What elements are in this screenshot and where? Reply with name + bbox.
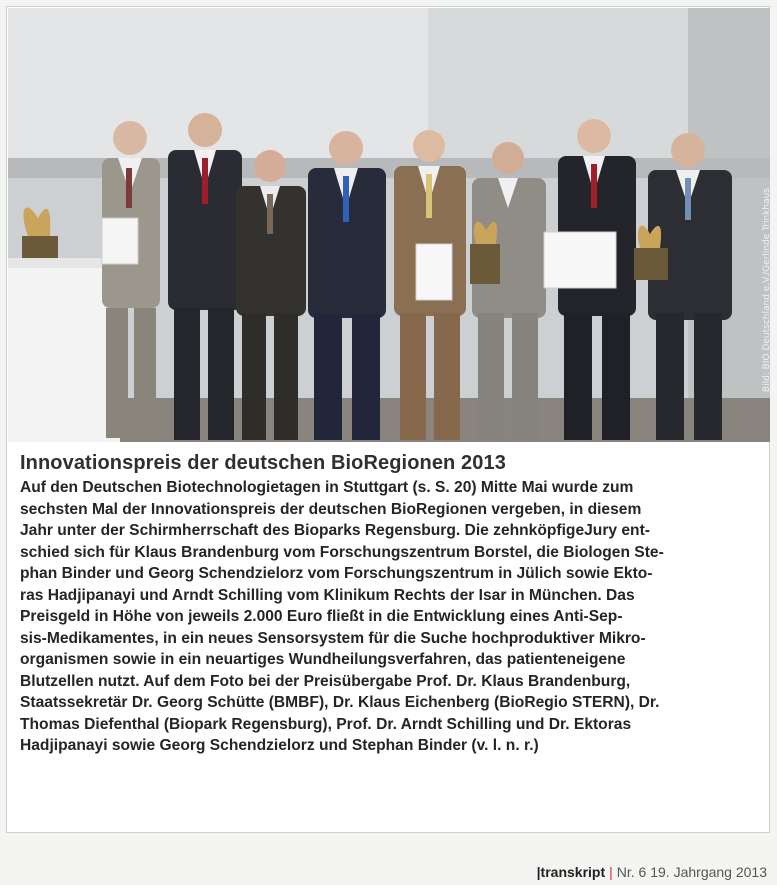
issue-number: Nr. 6 [616, 864, 647, 880]
body-line: Auf den Deutschen Biotechnologietagen in Stuttgart (s. S. 20) Mitte Mai wurde zum [20, 479, 634, 496]
footer-separator: | [609, 864, 613, 880]
body-line: Blutzellen nutzt. Auf dem Foto bei der Preisübergabe Prof. Dr. Klaus Brandenburg, [20, 672, 631, 690]
page-footer [537, 864, 767, 880]
body-line: organismen sowie in ein neuartiges Wundheilungsverfahren, das patienteneigene [20, 651, 626, 668]
article-headline: Innovationspreis der deutschen BioRegionen 2013 [20, 452, 506, 474]
group-photo [8, 8, 770, 442]
body-line: sis-Medikamentes, in ein neues Sensorsystem für die Suche hochproduktiver Mikro- [20, 629, 646, 647]
body-line: ras Hadjipanayi und Arndt Schilling vom Klinikum Rechts der Isar in München. Das [20, 586, 635, 604]
photo-illustration [8, 8, 770, 442]
article-body [20, 477, 760, 757]
photo-credit: Bild: BIO Deutschland e.V./Gerlinde Trinkhaus [762, 188, 772, 393]
body-line: Staatssekretär Dr. Georg Schütte (BMBF), Dr. Klaus Eichenberg (BioRegio STERN), Dr. [20, 694, 660, 711]
article-caption [20, 452, 760, 757]
body-line: Preisgeld in Höhe von jeweils 2.000 Euro fließt in die Entwicklung eines Anti-Sep- [20, 608, 623, 625]
body-line: phan Binder und Georg Schendzielorz vom Forschungszentrum in Jülich sowie Ekto- [20, 565, 653, 582]
body-line: Hadjipanayi sowie Georg Schendzielorz und Stephan Binder (v. l. n. r.) [20, 737, 539, 754]
magazine-brand: |transkript [536, 864, 606, 880]
body-line: schied sich für Klaus Brandenburg vom Forschungszentrum Borstel, die Biologen Ste- [20, 543, 664, 561]
body-line: sechsten Mal der Innovationspreis der deutschen BioRegionen vergeben, in diesem [20, 500, 642, 518]
volume-year: 19. Jahrgang 2013 [650, 864, 767, 880]
body-line: Thomas Diefenthal (Biopark Regensburg), Prof. Dr. Arndt Schilling und Dr. Ektoras [20, 715, 632, 733]
body-line: Jahr unter der Schirmherrschaft des Bioparks Regensburg. Die zehnköpfigeJury ent- [20, 522, 650, 539]
